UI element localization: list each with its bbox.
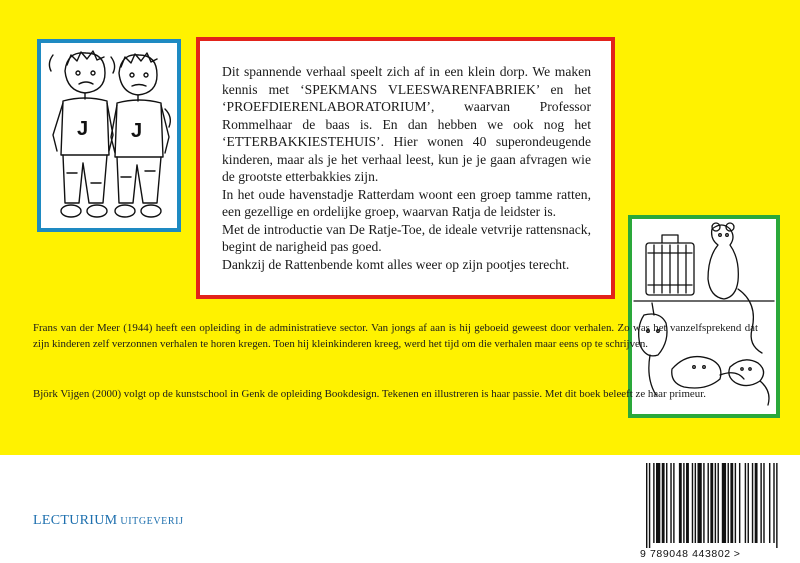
barcode-bar: [683, 463, 684, 543]
barcode-bar: [752, 463, 753, 543]
barcode-bar: [773, 463, 774, 543]
barcode-bar: [673, 463, 674, 543]
barcode-bar: [703, 463, 704, 543]
illustrator-bio: Björk Vijgen (2000) volgt op de kunstschool in Genk de opleiding Bookdesign. Tekenen en illustreren is haar passie. Met dit boek beleeft ze haar primeur.: [33, 388, 706, 400]
isbn-barcode: [646, 463, 781, 548]
rats-illustration: [632, 219, 776, 414]
barcode-bar: [710, 463, 713, 543]
barcode-bar: [670, 463, 671, 543]
barcode-bar: [646, 463, 647, 548]
barcode-bar: [776, 463, 777, 548]
barcode-bar: [730, 463, 733, 543]
publisher-logo: [33, 513, 184, 529]
barcode-bar: [760, 463, 761, 543]
blurb-text: [222, 63, 591, 273]
boys-illustration-frame: [37, 39, 181, 232]
barcode-bar: [763, 463, 764, 543]
barcode-bar: [715, 463, 716, 543]
quiet-zone-mark: >: [733, 548, 741, 560]
barcode-bar: [695, 463, 696, 543]
barcode-bar: [666, 463, 667, 543]
blurb-paragraph-4: Dankzij de Rattenbende komt alles weer op zijn pootjes terecht.: [222, 256, 570, 272]
barcode-bar: [745, 463, 746, 543]
author-bio: Frans van der Meer (1944) heeft een opleiding in de administratieve sector. Van jongs af aan is hij geboeid geweest door verhalen. Zo was het vanzelfsprekend dat zijn kinderen zelf verzonnen verhalen te horen kregen. Toen hij kleinkinderen kreeg, werd het tijd om die verhalen maar eens op te schrijven.: [33, 322, 758, 351]
boys-illustration: [41, 43, 177, 228]
barcode-bar: [662, 463, 665, 543]
barcode-bar: [707, 463, 708, 543]
barcode-bar: [748, 463, 749, 543]
barcode-bar: [649, 463, 650, 548]
barcode-bar: [718, 463, 719, 543]
barcode-bar: [656, 463, 660, 543]
publisher-name: LECTURIUM: [33, 513, 118, 528]
shirt-letter-right: J: [131, 120, 143, 142]
barcode-bar: [679, 463, 682, 543]
blurb-frame: [196, 37, 615, 299]
barcode-bar: [755, 463, 758, 543]
publisher-sub: UITGEVERIJ: [120, 516, 184, 527]
blurb-paragraph-2: In het oude havenstadje Ratterdam woont een groep tamme ratten, een gezellige en ordelijke groep, waarvan Ratja de leidster is.: [222, 186, 591, 219]
barcode-bar: [653, 463, 654, 543]
barcode-bar: [692, 463, 693, 543]
barcode-bar: [697, 463, 701, 543]
isbn-number: 9 789048 443802: [640, 548, 731, 560]
blurb-paragraph-1: Dit spannende verhaal speelt zich af in een klein dorp. We maken kennis met ‘SPEKMANS VLEESWARENFABRIEK’ en het ‘PROEFDIERENLABORATORIUM’, waarvan Professor Rommelhaar de baas is. En dan hebben we ook nog het ‘ETTERBAKKIESTEHUIS’. Hier wonen 40 superondeugende kinderen, maar als je het verhaal leest, kun je je gaan afvragen wie de grootste etterbakkies zijn.: [222, 64, 591, 184]
barcode-bar: [722, 463, 726, 543]
barcode-bar: [769, 463, 770, 543]
shirt-letter-left: J: [77, 118, 89, 140]
blurb-paragraph-3: Met de introductie van De Ratje-Toe, de ideale vetvrije rattensnack, begint de narigheid pas goed.: [222, 221, 591, 254]
barcode-bar: [686, 463, 689, 543]
barcode-bar: [735, 463, 736, 543]
barcode-bar: [739, 463, 740, 543]
isbn-digits: [640, 548, 740, 560]
barcode-bar: [728, 463, 729, 543]
